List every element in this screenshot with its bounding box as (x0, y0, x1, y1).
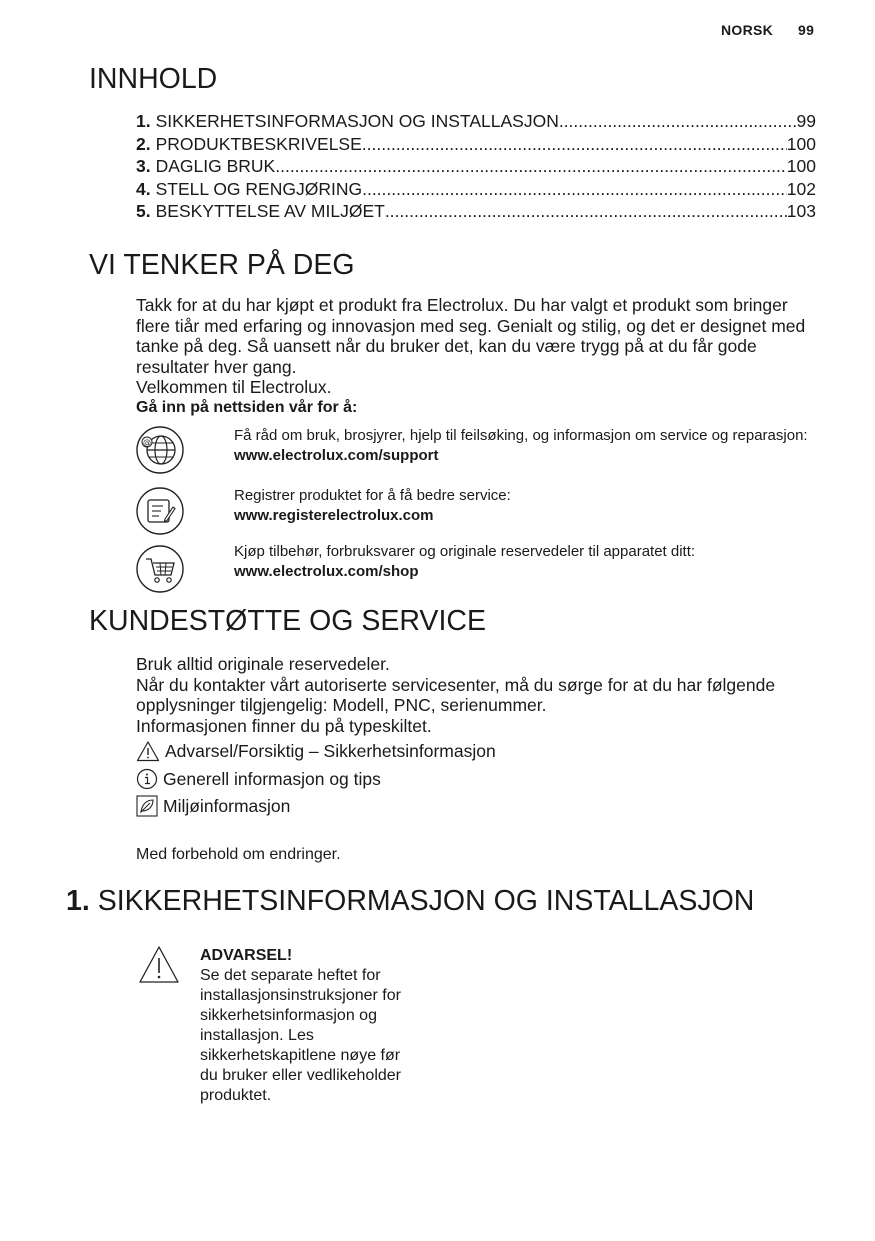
register-link[interactable]: www.registerelectrolux.com (234, 506, 434, 524)
web-item-text: Kjøp tilbehør, forbruksvarer og originale reservedeler til apparatet ditt: (234, 543, 696, 560)
web-item-shop (234, 542, 814, 582)
toc-entry-label: DAGLIG BRUK (155, 156, 276, 177)
toc-entry-page: 102 (786, 178, 816, 199)
warning-line: sikkerhetskapitlene nøye før (200, 1047, 401, 1064)
web-item-register (234, 486, 814, 526)
page-number: 99 (798, 22, 815, 38)
web-item-text: Få råd om bruk, brosjyrer, hjelp til feilsøking, og informasjon om service og reparasjon: (234, 427, 808, 444)
toc-entry[interactable] (136, 200, 816, 223)
toc-entry-number: 4. (136, 178, 151, 199)
header-language: NORSK (721, 22, 774, 38)
warning-icon (138, 945, 180, 990)
globe-icon (135, 425, 185, 475)
warning-line: produktet. (200, 1087, 272, 1104)
chapter-title (66, 885, 754, 918)
toc-leader-dots (362, 133, 787, 156)
chapter-title-text: SIKKERHETSINFORMASJON OG INSTALLASJON (97, 885, 755, 917)
toc-entry-number: 1. (136, 111, 151, 131)
support-title: KUNDESTØTTE OG SERVICE (89, 605, 486, 637)
welcome-text: Velkommen til Electrolux. (136, 377, 332, 398)
support-line-1: Bruk alltid originale reservedeler. (136, 654, 390, 674)
legend-environment (136, 795, 290, 817)
legend-text: Generell informasjon og tips (163, 768, 381, 789)
support-line-3: Informasjonen finner du på typeskiltet. (136, 715, 432, 736)
thinking-paragraph: Takk for at du har kjøpt et produkt fra Electrolux. Du har valgt et produkt som bringer flere tiår med erfaring og innovasjon med seg. Genialt og stilig, og det er designet med tanke på deg. Så uansett når du bruker det, kan du være trygg på at du får gode resultater hver gang. (136, 295, 806, 377)
toc-entry-number: 2. (136, 133, 151, 154)
disclaimer-note: Med forbehold om endringer. (136, 846, 341, 863)
toc-entry[interactable] (136, 110, 816, 133)
warning-line: Se det separate heftet for (200, 967, 381, 984)
warning-line: sikkerhetsinformasjon og (200, 1007, 377, 1024)
legend-info (136, 768, 381, 790)
support-link[interactable]: www.electrolux.com/support (234, 446, 439, 464)
support-line-2: Når du kontakter vårt autoriserte servicesenter, må du sørge for at du har følgende opplysninger tilgjengelig: Modell, PNC, serienummer. (136, 674, 776, 716)
register-icon (135, 486, 185, 536)
toc-entry[interactable] (136, 155, 816, 178)
svg-text:@: @ (143, 438, 151, 447)
toc-entry-number: 3. (136, 156, 151, 177)
legend-text: Miljøinformasjon (163, 795, 291, 816)
toc-entry-number: 5. (136, 201, 151, 222)
toc-leader-dots (385, 200, 787, 223)
legend-text: Advarsel/Forsiktig – Sikkerhetsinformasjon (165, 740, 496, 761)
shop-link[interactable]: www.electrolux.com/shop (234, 562, 419, 580)
toc-entry[interactable] (136, 133, 816, 156)
web-item-text: Registrer produktet for å få bedre service: (234, 487, 511, 504)
warning-title: ADVARSEL! (200, 947, 293, 964)
toc-entry-label: SIKKERHETSINFORMASJON OG INSTALLASJON (155, 111, 559, 131)
support-body (136, 654, 816, 736)
toc-leader-dots (275, 155, 787, 178)
toc-leader-dots (559, 110, 797, 133)
thinking-title: VI TENKER PÅ DEG (89, 249, 355, 281)
thinking-body (136, 295, 816, 419)
toc-title: INNHOLD (89, 63, 218, 95)
legend-warning (136, 740, 496, 762)
warning-line: du bruker eller vedlikeholder (200, 1067, 401, 1084)
web-item-support (234, 426, 814, 466)
chapter-number: 1. (66, 885, 90, 917)
warning-line: installasjon. Les (200, 1027, 314, 1044)
warning-line: installasjonsinstruksjoner for (200, 987, 401, 1004)
table-of-contents (136, 110, 816, 223)
toc-entry-page: 100 (786, 156, 816, 177)
toc-entry-page: 103 (786, 201, 816, 222)
warning-block (200, 946, 440, 1106)
cart-icon (135, 544, 185, 594)
toc-entry-label: BESKYTTELSE AV MILJØET (155, 201, 385, 222)
visit-label: Gå inn på nettsiden vår for å: (136, 398, 358, 416)
info-icon (136, 768, 158, 790)
warning-icon (136, 740, 160, 762)
toc-leader-dots (362, 178, 787, 201)
toc-entry-label: STELL OG RENGJØRING (155, 178, 363, 199)
toc-entry-label: PRODUKTBESKRIVELSE (155, 133, 362, 154)
leaf-icon (136, 795, 158, 817)
toc-entry-page: 99 (796, 111, 816, 131)
toc-entry[interactable] (136, 178, 816, 201)
toc-entry-page: 100 (786, 133, 816, 154)
